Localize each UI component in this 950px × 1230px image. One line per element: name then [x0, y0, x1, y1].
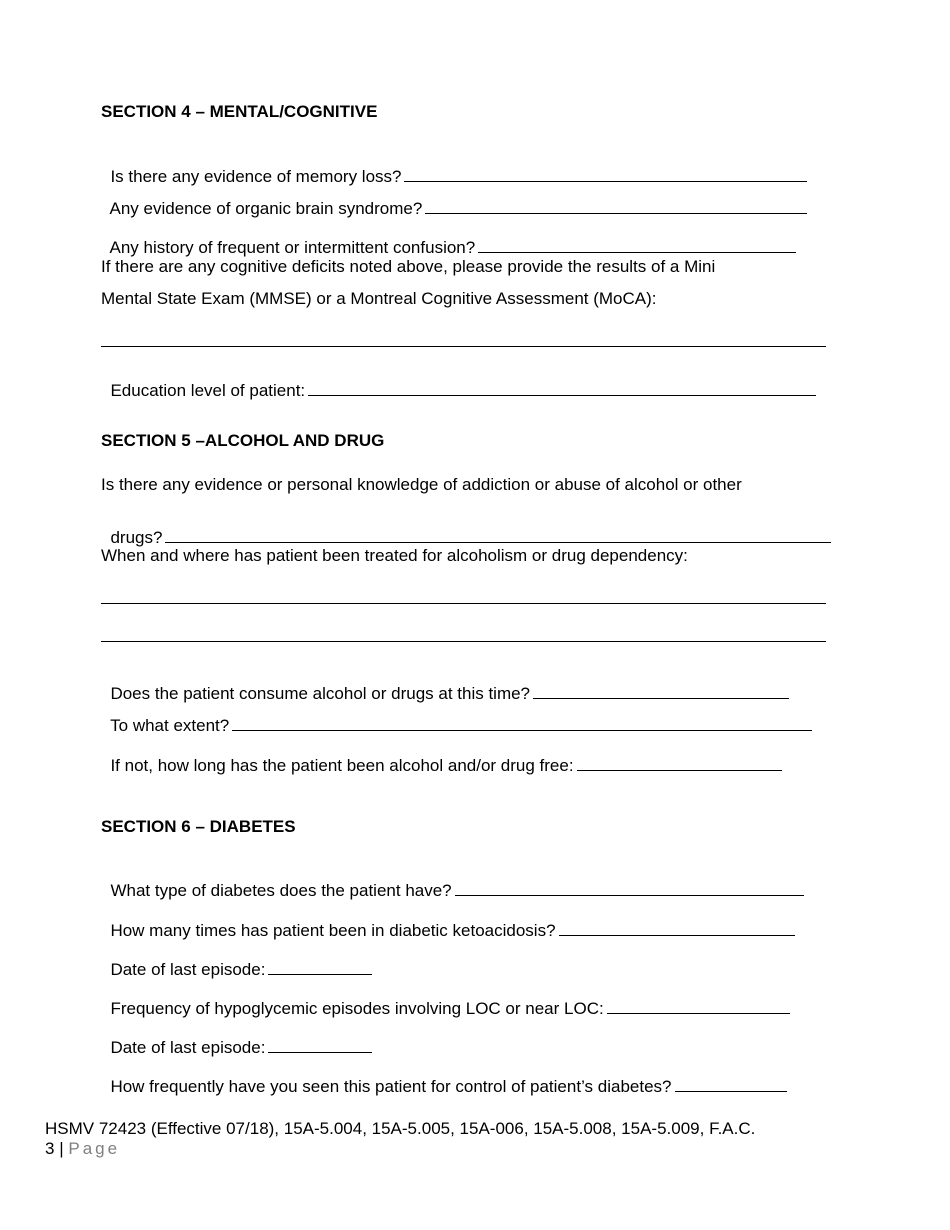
- cognitive-text-line-2: Mental State Exam (MMSE) or a Montreal Cognitive Assessment (MoCA):: [101, 289, 657, 308]
- page-separator: |: [59, 1139, 64, 1158]
- page-label: Page: [68, 1139, 121, 1158]
- extent-label: To what extent?: [110, 716, 230, 735]
- education-field[interactable]: [308, 380, 816, 396]
- control-frequency-field[interactable]: [675, 1076, 787, 1092]
- hypoglycemic-label: Frequency of hypoglycemic episodes involving LOC or near LOC:: [110, 999, 604, 1018]
- last-episode-row-2: [101, 1017, 372, 1058]
- drug-free-field[interactable]: [577, 755, 782, 771]
- cognitive-results-field[interactable]: [101, 346, 826, 347]
- page-number: 3: [45, 1139, 55, 1158]
- last-episode-field-1[interactable]: [268, 959, 372, 975]
- section-5-heading: SECTION 5 –ALCOHOL AND DRUG: [101, 431, 385, 450]
- confusion-field[interactable]: [478, 237, 796, 253]
- confusion-row: [101, 217, 796, 258]
- last-episode-field-2[interactable]: [268, 1037, 372, 1053]
- section-6-heading: SECTION 6 – DIABETES: [101, 817, 296, 836]
- extent-row: [101, 695, 812, 736]
- control-frequency-label: How frequently have you seen this patient for control of patient’s diabetes?: [110, 1077, 672, 1096]
- footer-page-indicator: [45, 1139, 120, 1159]
- last-episode-label-2: Date of last episode:: [110, 1038, 266, 1057]
- last-episode-row-1: [101, 939, 372, 980]
- ketoacidosis-label: How many times has patient been in diabetic ketoacidosis?: [110, 921, 556, 940]
- addiction-evidence-field[interactable]: [165, 527, 831, 543]
- organic-brain-row: [101, 178, 807, 219]
- footer-form-id: HSMV 72423 (Effective 07/18), 15A-5.004, 15A-5.005, 15A-006, 15A-5.008, 15A-5.009, F.A.C.: [45, 1119, 756, 1138]
- section-4-heading: SECTION 4 – MENTAL/COGNITIVE: [101, 102, 378, 121]
- diabetes-type-row: [101, 860, 804, 901]
- drug-free-label: If not, how long has the patient been alcohol and/or drug free:: [110, 756, 574, 775]
- organic-brain-field[interactable]: [425, 198, 807, 214]
- cognitive-text-line-1: If there are any cognitive deficits noted above, please provide the results of a Mini: [101, 257, 716, 276]
- last-episode-label-1: Date of last episode:: [110, 960, 266, 979]
- memory-loss-label: Is there any evidence of memory loss?: [110, 167, 402, 186]
- addiction-evidence-row: [101, 507, 831, 548]
- diabetes-type-label: What type of diabetes does the patient have?: [110, 881, 452, 900]
- hypoglycemic-field[interactable]: [607, 998, 790, 1014]
- treatment-history-label: When and where has patient been treated for alcoholism or drug dependency:: [101, 546, 688, 565]
- treatment-history-field-1[interactable]: [101, 603, 826, 604]
- drug-free-row: [101, 735, 782, 776]
- education-row: [101, 360, 816, 401]
- ketoacidosis-field[interactable]: [559, 920, 795, 936]
- control-frequency-row: [101, 1056, 787, 1097]
- extent-field[interactable]: [232, 715, 812, 731]
- hypoglycemic-row: [101, 978, 790, 1019]
- treatment-history-field-2[interactable]: [101, 641, 826, 642]
- addiction-evidence-label: drugs?: [110, 528, 163, 547]
- organic-brain-label: Any evidence of organic brain syndrome?: [109, 199, 423, 218]
- addiction-evidence-line-1: Is there any evidence or personal knowledge of addiction or abuse of alcohol or other: [101, 475, 742, 494]
- diabetes-type-field[interactable]: [455, 880, 804, 896]
- education-label: Education level of patient:: [110, 381, 306, 400]
- consume-label: Does the patient consume alcohol or drugs at this time?: [110, 684, 531, 703]
- confusion-label: Any history of frequent or intermittent confusion?: [109, 238, 476, 257]
- ketoacidosis-row: [101, 900, 795, 941]
